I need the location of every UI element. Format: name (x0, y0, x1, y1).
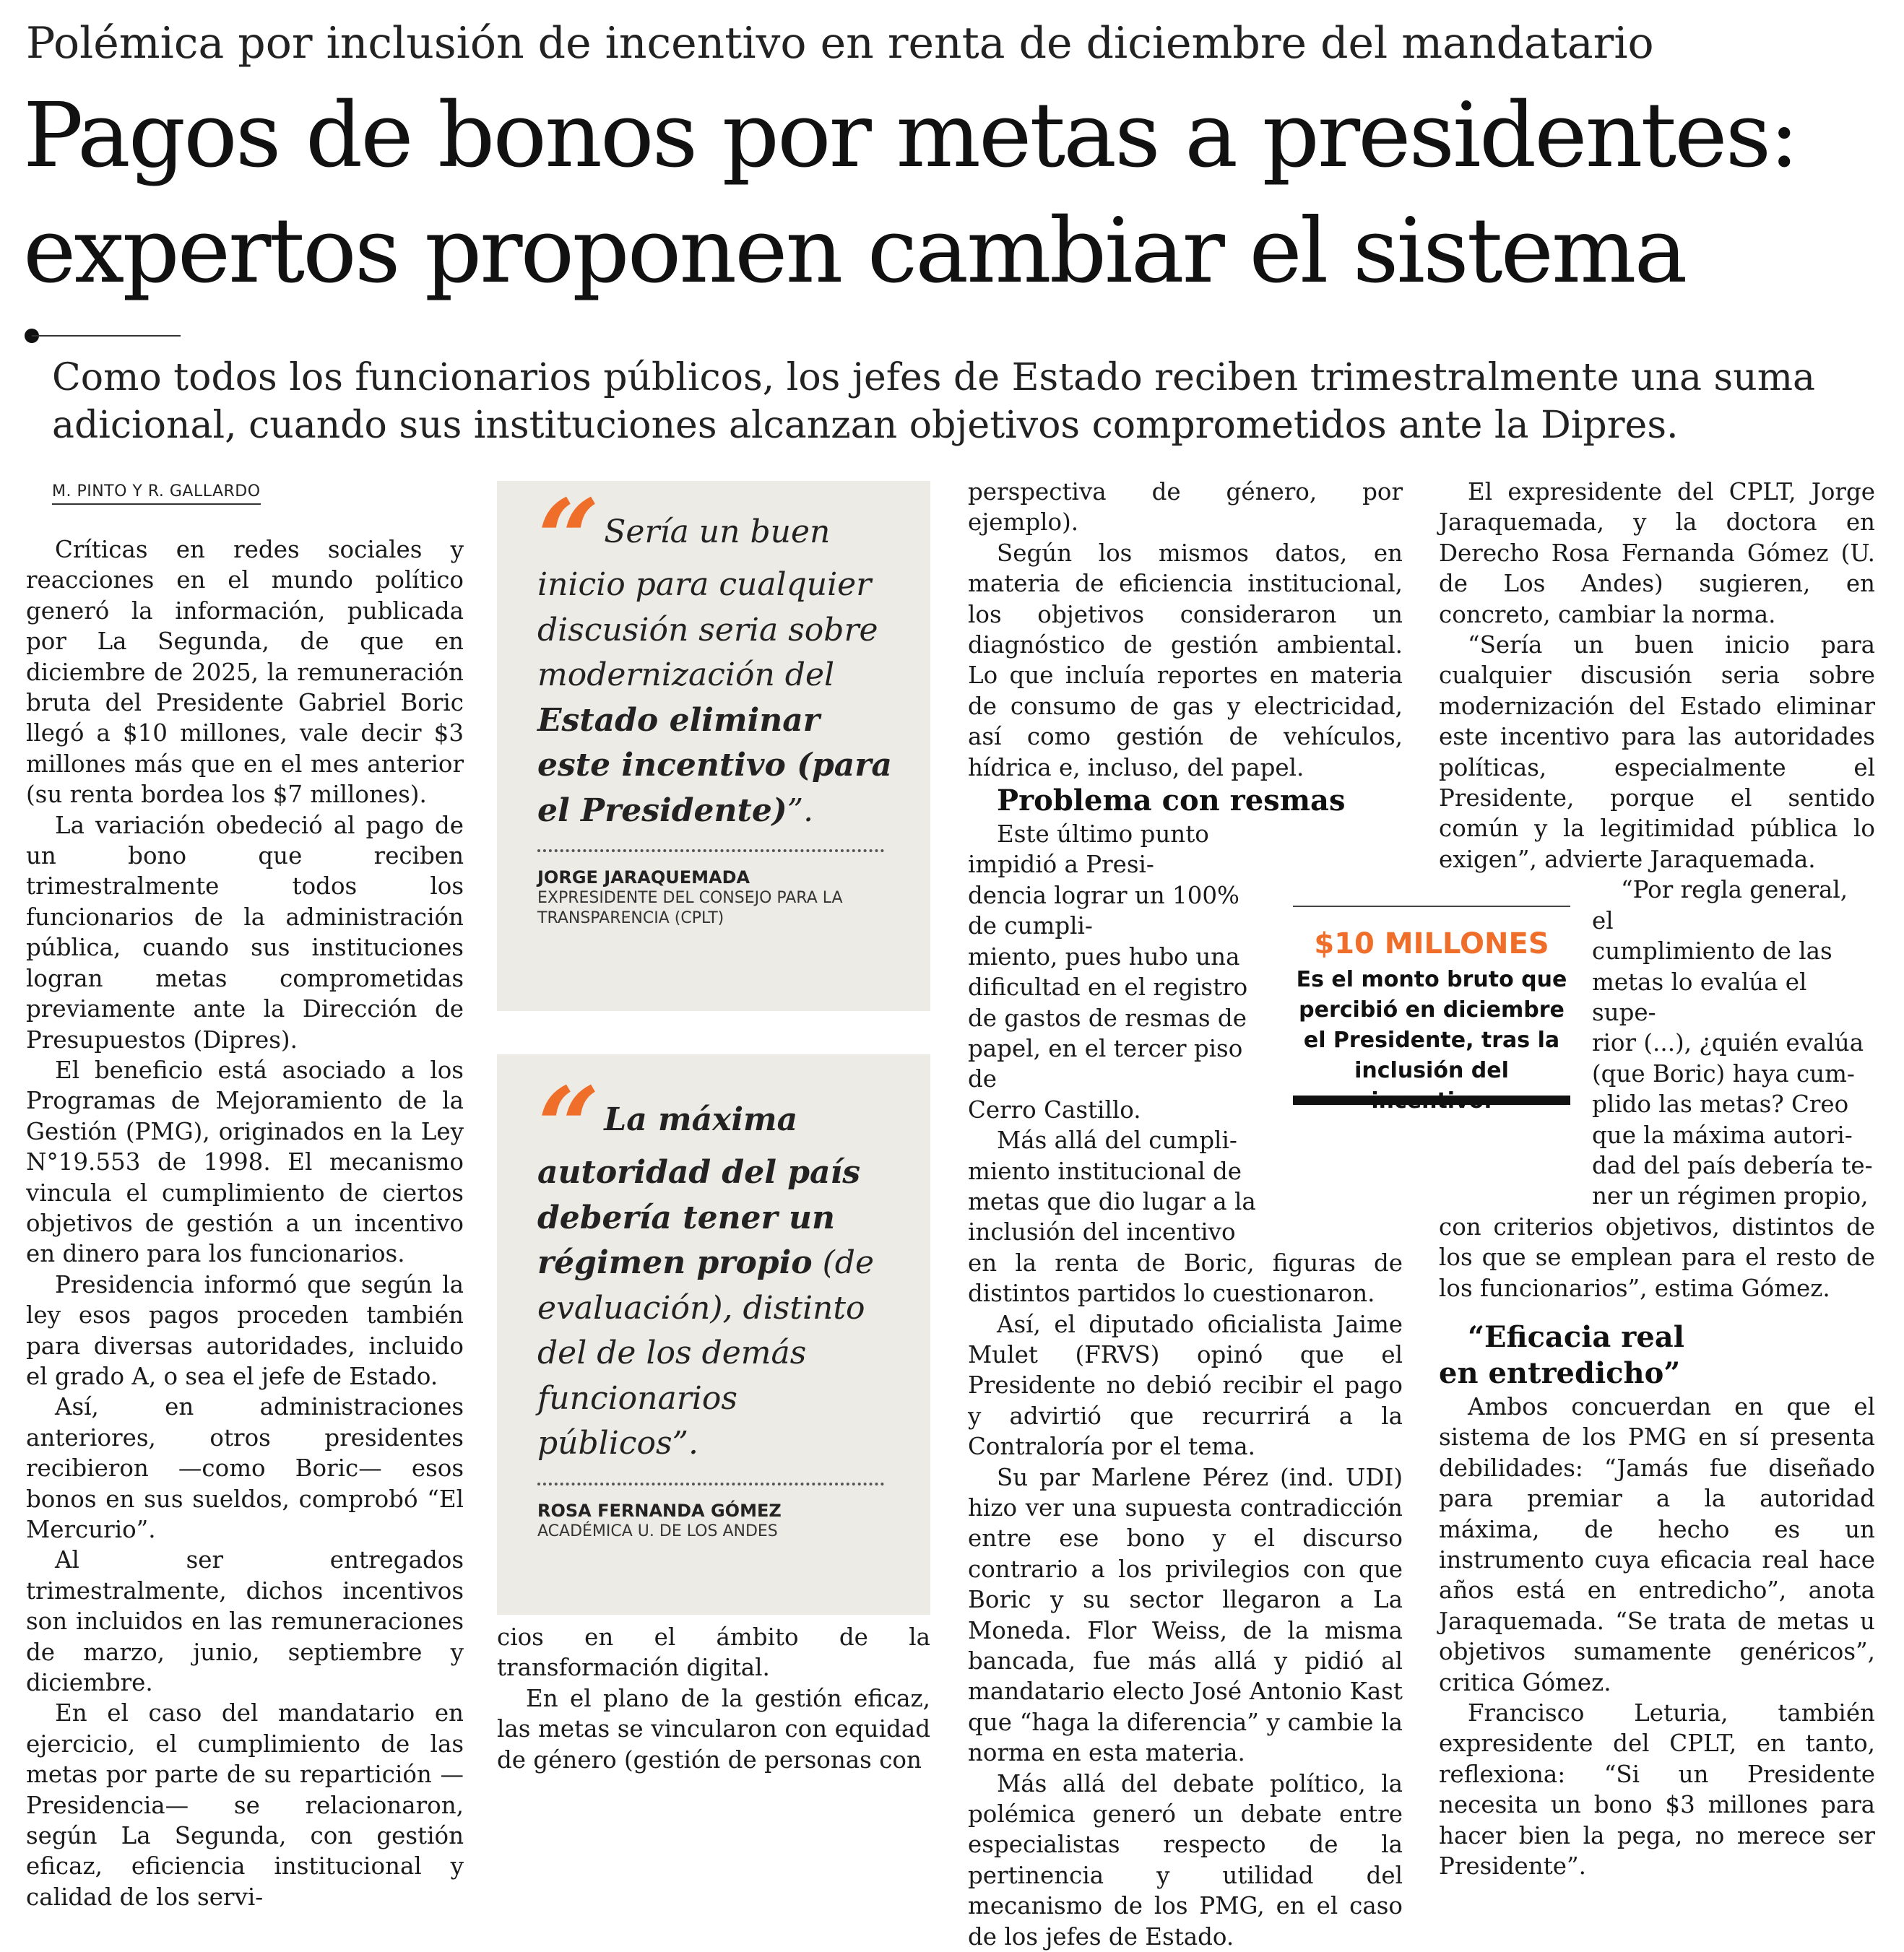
column-3 (968, 477, 1403, 1952)
text-line: dencia lograr un 100% de cumpli- (968, 881, 1239, 940)
quote-mark-icon: “ (537, 1064, 600, 1191)
narrow-text-block (968, 819, 1264, 1248)
paragraph: Ambos concuerdan en que el sistema de los PMG en sí presenta debilidades: “Jamás fue diseñado para premiar a la autoridad máxima, de hecho es un instrumento cuya eficacia real hace años está en entredicho”, anota Jaraquemada. “Se trata de metas u objetivos sumamente genéricos”, critica Gómez. (1439, 1392, 1875, 1696)
dotted-divider (537, 1483, 884, 1485)
column-4 (1439, 477, 1875, 1881)
pull-quote-1 (497, 476, 930, 1011)
headline-line-2: expertos proponen cambiar el sistema (23, 199, 1686, 303)
paragraph: Francisco Leturia, también expresidente del CPLT, en tanto, reflexiona: “Si un Presidente necesita un bono $3 millones para hacer bien la pega, no merece ser Presidente”. (1439, 1699, 1875, 1881)
text-line: de gastos de resmas de (968, 1004, 1247, 1032)
column-1 (26, 534, 464, 1912)
subhead-line: en entredicho” (1439, 1355, 1681, 1390)
text-line: “Por regla general, el (1592, 876, 1848, 934)
paragraph: El beneficio está asociado a los Programas de Mejoramiento de la Gestión (PMG), originados en la Ley N°19.553 de 1998. El mecanismo vincula el cumplimiento de ciertos objetivos de gestión a un incentivo en dinero para los funcionarios. (26, 1056, 464, 1268)
text-line: rior (...), ¿quién evalúa (1592, 1029, 1864, 1057)
quote-mark-icon: “ (537, 476, 600, 603)
fact-figure: $10 MILLONES (1314, 927, 1549, 960)
text-line: Este último punto impidió a Presi- (968, 820, 1209, 879)
text-line: dificultad en el registro (968, 973, 1248, 1002)
subhead-problema-con-resmas: Problema con resmas (997, 784, 1346, 818)
quote-author: ROSA FERNANDA GÓMEZ (537, 1500, 782, 1521)
headline (23, 78, 1894, 309)
quote-author-title: TRANSPARENCIA (CPLT) (537, 909, 724, 927)
text-line: que la máxima autori- (1592, 1121, 1853, 1149)
paragraph: Más allá del debate político, la polémica generó un debate entre especialistas respecto de la pertinencia y utilidad del mecanismo de los PMG, en el caso de los jefes de Estado. (968, 1769, 1403, 1951)
text-line: miento institucional de (968, 1157, 1242, 1185)
paragraph: En el caso del mandatario en ejercicio, el cumplimiento de las metas por parte de su repartición —Presidencia— se relacionaron, según La Segunda, con gestión eficaz, eficiencia institucional y calidad de los servi- (26, 1699, 464, 1911)
quote-italic: (de evaluación), distinto del de los demás funcionarios públicos (537, 1244, 875, 1462)
text-line: inclusión del incentivo (968, 1218, 1236, 1246)
text-line: ner un régimen propio, (1592, 1182, 1869, 1210)
byline: M. PINTO Y R. GALLARDO (52, 482, 261, 505)
quote-italic: Sería un buen inicio para cualquier discusión seria sobre modernización del (537, 513, 878, 693)
text-line: Cerro Castillo. (968, 1096, 1141, 1124)
text-line: metas que dio lugar a la (968, 1187, 1256, 1215)
fact-text: Es el monto bruto que percibió en diciembre el Presidente, tras la inclusión del incentivo. (1296, 967, 1567, 1114)
subhead-eficacia-real (1439, 1319, 1875, 1392)
text-line: metas lo evalúa el supe- (1592, 968, 1807, 1026)
kicker: Polémica por inclusión de incentivo en renta de diciembre del mandatario (26, 18, 1654, 69)
text-line: dad del país debería te- (1592, 1151, 1873, 1179)
paragraph: “Sería un buen inicio para cualquier discusión seria sobre modernización del Estado eliminar este incentivo para las autoridades políticas, especialmente el Presidente, porque el sentido común y la legitimidad pública lo exigen”, advierte Jaraquemada. (1439, 631, 1875, 873)
text-line: plido las metas? Creo (1592, 1090, 1849, 1119)
deck: Como todos los funcionarios públicos, los jefes de Estado reciben trimestralmente una suma adicional, cuando sus instituciones alcanzan objetivos comprometidos ante la Dipres. (52, 356, 1816, 447)
paragraph: Su par Marlene Pérez (ind. UDI) hizo ver una supuesta contradicción entre ese bono y el discurso contrario a los privilegios con que Boric y su sector llegaron a La Moneda. Flor Weiss, de la misma bancada, fue más allá y pidió al mandatario electo José Antonio Kast que “haga la diferencia” y cambie la norma en esta materia. (968, 1463, 1403, 1767)
paragraph: en la renta de Boric, figuras de distintos partidos lo cuestionaron. (968, 1249, 1403, 1308)
paragraph: con criterios objetivos, distintos de los que se emplean para el resto de los funcionarios”, estima Gómez. (1439, 1213, 1875, 1302)
paragraph: Presidencia informó que según la ley esos pagos proceden también para diversas autoridades, incluido el grado A, o sea el jefe de Estado. (26, 1270, 464, 1390)
rule-line (32, 335, 181, 337)
quote-text (537, 1064, 894, 1467)
quote-bold: La máxima autoridad del país debería tener un régimen propio (537, 1101, 860, 1281)
quote-bold: Estado eliminar este incentivo (para el Presidente) (537, 701, 892, 829)
subhead-line: “Eficacia real (1468, 1319, 1684, 1354)
quote-author: JORGE JARAQUEMADA (537, 867, 750, 888)
paragraph: En el plano de la gestión eficaz, las metas se vincularon con equidad de género (gestión de personas con (497, 1684, 930, 1774)
paragraph: cios en el ámbito de la transformación digital. (497, 1623, 930, 1682)
paragraph: Al ser entregados trimestralmente, dichos incentivos son incluidos en las remuneraciones de marzo, junio, septiembre y diciembre. (26, 1546, 464, 1697)
quote-end: ”. (672, 1425, 699, 1462)
text-line: papel, en el tercer piso de (968, 1034, 1243, 1093)
paragraph: Críticas en redes sociales y reacciones en el mundo político generó la información, publicada por La Segunda, de que en diciembre de 2025, la remuneración bruta del Presidente Gabriel Boric llegó a $10 millones, vale decir $3 millones más que en el mes anterior (su renta bordea los $7 millones). (26, 536, 464, 809)
text-line: Más allá del cumpli- (997, 1127, 1237, 1155)
paragraph: El expresidente del CPLT, Jorge Jaraquemada, y la doctora en Derecho Rosa Fernanda Gómez (U. de Los Andes) sugieren, en concreto, cambiar la norma. (1439, 478, 1875, 628)
text-line: cumplimiento de las (1592, 937, 1832, 966)
paragraph: Según los mismos datos, en materia de eficiencia institucional, los objetivos consideraron un diagnóstico de gestión ambiental. Lo que incluía reportes en materia de consumo de gas y electricidad, así como gestión de vehículos, hídrica e, incluso, del papel. (968, 539, 1403, 781)
text-line: miento, pues hubo una (968, 942, 1240, 971)
quote-author-title: EXPRESIDENTE DEL CONSEJO PARA LA (537, 889, 843, 907)
text-line: (que Boric) haya cum- (1592, 1059, 1855, 1088)
column-2 (497, 1622, 930, 1775)
paragraph: Así, el diputado oficialista Jaime Mulet (FRVS) opinó que el Presidente no debió recibir el pago y advirtió que recurrirá a la Contraloría por el tema. (968, 1310, 1403, 1461)
quote-text (537, 476, 894, 833)
quote-end: ”. (787, 791, 814, 829)
dotted-divider (537, 849, 884, 852)
pull-quote-2 (497, 1054, 930, 1615)
headline-line-1: Pagos de bonos por metas a presidentes: (23, 84, 1798, 188)
paragraph: La variación obedeció al pago de un bono que reciben trimestralmente todos los funcionarios de la administración pública, cuando sus instituciones logran metas comprometidas previamente ante la Dirección de Presupuestos (Dipres). (26, 811, 464, 1054)
paragraph: perspectiva de género, por ejemplo). (968, 478, 1403, 537)
quote-author-title: ACADÉMICA U. DE LOS ANDES (537, 1522, 778, 1540)
narrow-text-block (1592, 875, 1875, 1211)
paragraph: Así, en administraciones anteriores, otros presidentes recibieron —como Boric— esos bonos en sus sueldos, comprobó “El Mercurio”. (26, 1393, 464, 1543)
